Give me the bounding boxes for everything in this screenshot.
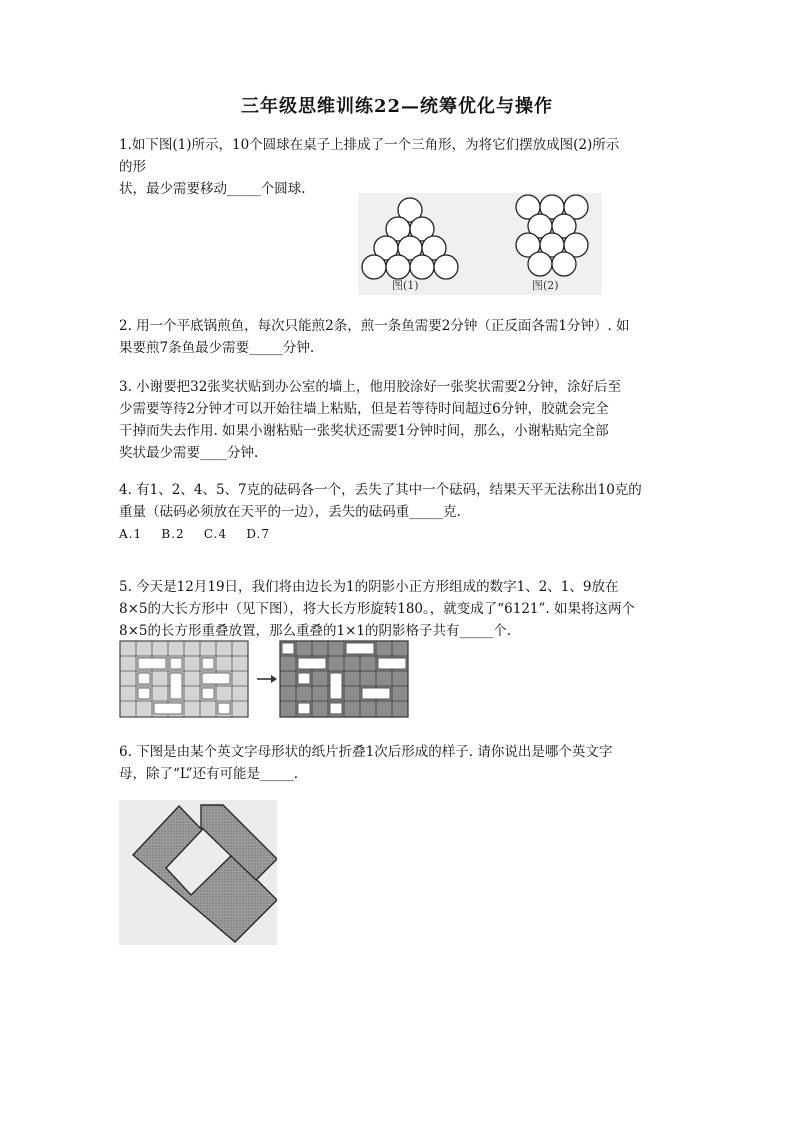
question-2-line-2: 果要煎7条鱼最少需要_____分钟. bbox=[119, 340, 315, 356]
question-1-line-3: 状，最少需要移动_____个圆球. bbox=[119, 181, 306, 197]
circle bbox=[434, 255, 458, 279]
grid-rotated bbox=[280, 641, 408, 717]
figure-folded-letter bbox=[119, 800, 277, 945]
question-4-options: A.1 B.2 C.4 D.7 bbox=[119, 527, 271, 541]
circle bbox=[552, 252, 576, 276]
question-3 bbox=[119, 376, 677, 464]
question-1-line-1: 1.如下图(1)所示，10个圆球在桌子上排成了一个三角形，为将它们摆放成图(2)所示 bbox=[119, 137, 620, 153]
question-2 bbox=[119, 315, 677, 359]
question-5-line-3: 8×5的长方形重叠放置，那么重叠的1×1的阴影格子共有_____个. bbox=[119, 623, 512, 639]
question-3-line-4: 奖状最少需要____分钟. bbox=[119, 445, 259, 461]
question-3-line-1: 3. 小谢要把32张奖状贴到办公室的墙上，他用胶涂好一张奖状需要2分钟，涂好后至 bbox=[119, 379, 621, 395]
circle bbox=[528, 252, 552, 276]
circle bbox=[410, 255, 434, 279]
question-5 bbox=[119, 576, 677, 642]
circle bbox=[386, 255, 410, 279]
question-6-line-2: 母，除了“L”还有可能是_____. bbox=[119, 766, 299, 782]
figure-1-label: 图(1) bbox=[392, 279, 419, 292]
figure-2-label: 图(2) bbox=[532, 279, 559, 292]
grid-original bbox=[120, 641, 248, 717]
question-6-line-1: 6. 下图是由某个英文字母形状的纸片折叠1次后形成的样子. 请你说出是哪个英文字 bbox=[119, 744, 613, 760]
question-4-line-2: 重量（砝码必须放在天平的一边），丢失的砝码重_____克. bbox=[119, 504, 461, 520]
question-2-line-1: 2. 用一个平底锅煎鱼，每次只能煎2条，煎一条鱼需要2分钟（正反面各需1分钟）. 如 bbox=[119, 318, 630, 334]
circle bbox=[362, 255, 386, 279]
rotation-arrow bbox=[257, 675, 277, 683]
question-1 bbox=[119, 134, 677, 200]
figure-grids bbox=[119, 640, 409, 718]
page-title: 三年级思维训练22—统筹优化与操作 bbox=[240, 96, 554, 117]
question-4-line-1: 4. 有1、2、4、5、7克的砝码各一个，丢失了其中一个砝码，结果天平无法称出10克的 bbox=[119, 482, 642, 498]
question-3-line-3: 干掉而失去作用. 如果小谢粘贴一张奖状还需要1分钟时间，那么，小谢粘贴完全部 bbox=[119, 423, 609, 439]
question-4 bbox=[119, 479, 677, 545]
question-1-line-2: 的形 bbox=[119, 159, 146, 175]
question-3-line-2: 少需要等待2分钟才可以开始往墙上粘贴，但是若等待时间超过6分钟，胶就会完全 bbox=[119, 401, 609, 417]
question-6 bbox=[119, 741, 677, 785]
question-5-line-2: 8×5的大长方形中（见下图），将大长方形旋转180。，就变成了“6121”. 如果将这两个 bbox=[119, 601, 635, 617]
figure-circles-triangle bbox=[358, 193, 602, 295]
question-5-line-1: 5. 今天是12月19日，我们将由边长为1的阴影小正方形组成的数字1、2、1、9放在 bbox=[119, 579, 619, 595]
